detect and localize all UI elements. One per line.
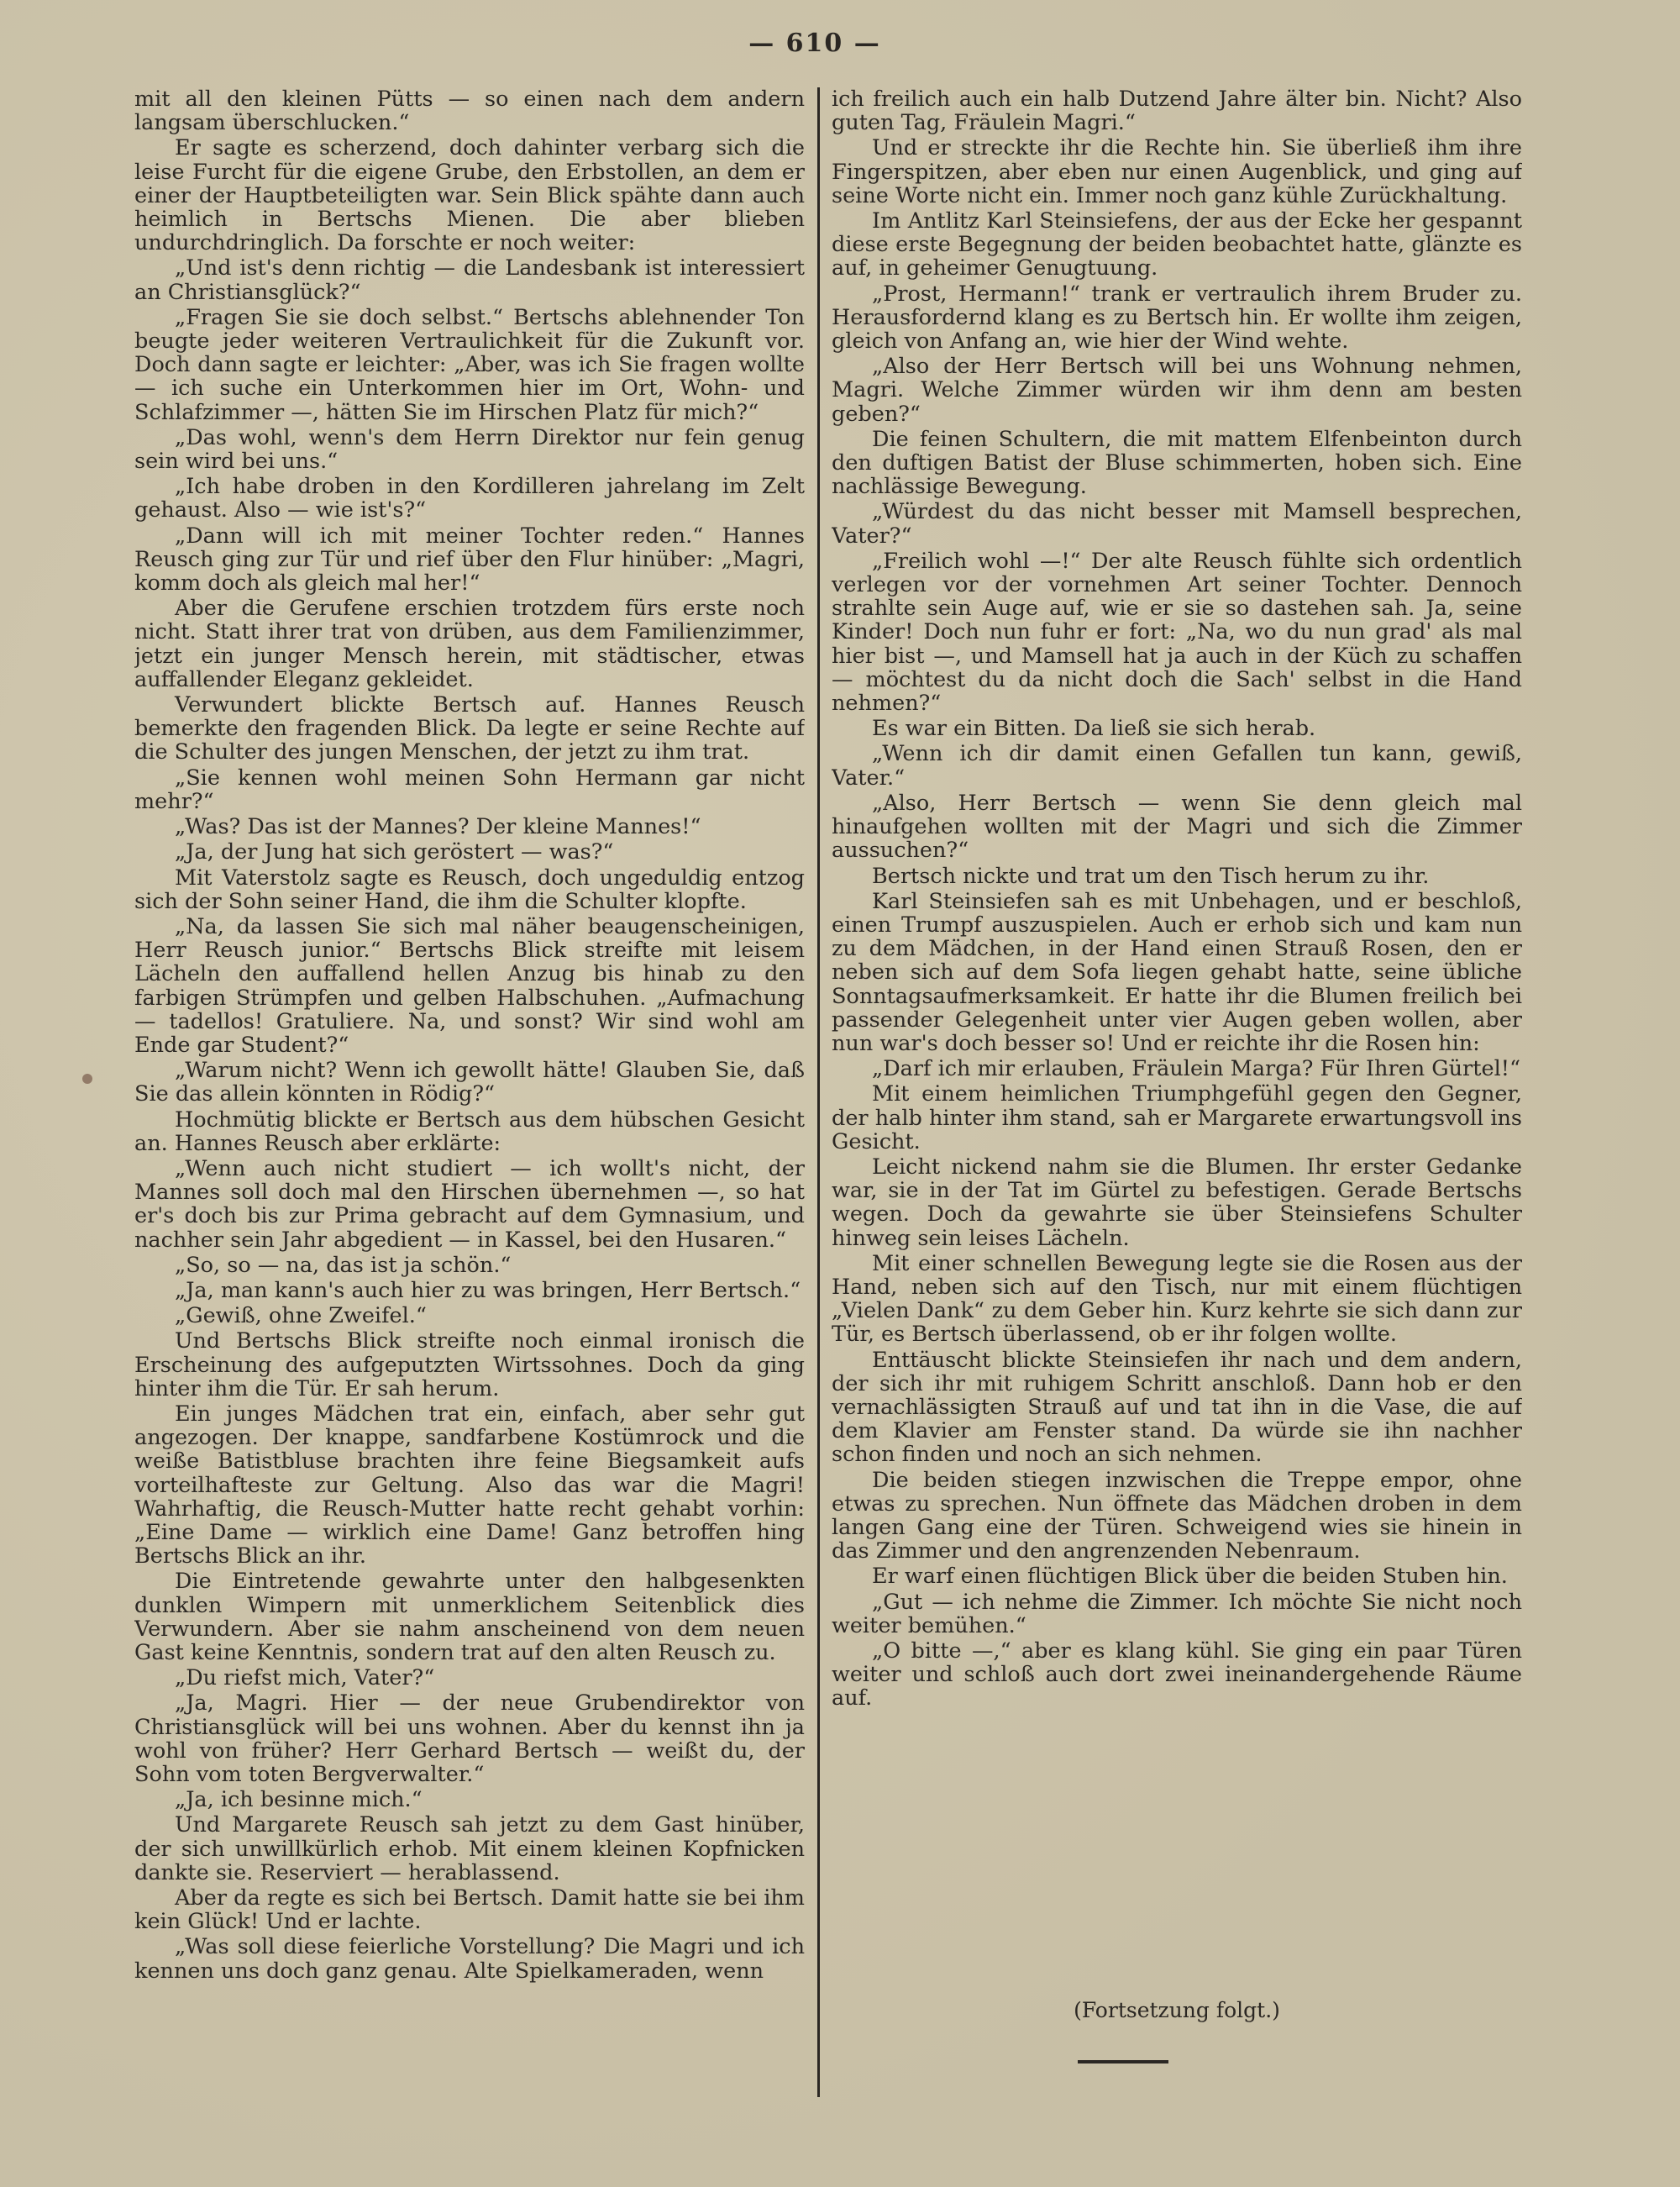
paragraph: Karl Steinsiefen sah es mit Unbehagen, und er beschloß, einen Trumpf auszuspielen. Auch er erhob sich und kam nun zu dem Mädchen, in der Hand einen Strauß Rosen, den er neben sich auf dem Sofa liegen gehabt hatte, seine übliche Sonntagsaufmerksamkeit. Er hatte ihr die Blumen freilich bei passender Gelegenheit unter vier Augen geben wollen, aber nun war's doch besser so! Und er reichte ihr die Rosen hin: <box>832 888 1522 1056</box>
paragraph: Und er streckte ihr die Rechte hin. Sie überließ ihm ihre Fingerspitzen, aber eben nur einen Augenblick, und ging auf seine Worte nicht ein. Immer noch ganz kühle Zurückhaltung. <box>832 135 1522 208</box>
paragraph: mit all den kleinen Pütts — so einen nach dem andern langsam überschlucken.“ <box>134 87 805 136</box>
paragraph: „Sie kennen wohl meinen Sohn Hermann gar nicht mehr?“ <box>134 765 805 814</box>
paragraph: „Prost, Hermann!“ trank er vertraulich ihrem Bruder zu. Herausfordernd klang es zu Bertsch hin. Er wollte ihm zeigen, gleich von Anfang an, wie hier der Wind wehte. <box>832 281 1522 355</box>
paragraph: Er warf einen flüchtigen Blick über die beiden Stuben hin. <box>872 1564 1508 1590</box>
left-text-column <box>134 87 805 2100</box>
paragraph: „Freilich wohl —!“ Der alte Reusch fühlte sich ordentlich verlegen vor der vornehmen Art seiner Tochter. Dennoch strahlte sein Auge auf, wie er sie so dastehen sah. Ja, seine Kinder! Doch nun fuhr er fort: „Na, wo du nun grad' als mal hier bist —, und Mamsell hat ja auch in der Küch zu schaffen — möchtest du da nicht doch die Sach' selbst in die Hand nehmen?“ <box>832 548 1522 717</box>
paragraph: „Also der Herr Bertsch will bei uns Wohnung nehmen, Magri. Welche Zimmer würden wir ihm denn am besten geben?“ <box>832 354 1522 427</box>
paragraph: Es war ein Bitten. Da ließ sie sich herab. <box>872 716 1316 742</box>
paragraph: „Warum nicht? Wenn ich gewollt hätte! Glauben Sie, daß Sie das allein könnten in Rödig?“ <box>134 1058 805 1107</box>
paragraph: „Na, da lassen Sie sich mal näher beaugenscheinigen, Herr Reusch junior.“ Bertschs Blick streifte mit leisem Lächeln den auffallend hellen Anzug bis hinab zu den farbigen Strümpfen und gelben Halbschuhen. „Aufmachung — tadellos! Gratuliere. Na, und sonst? Wir sind wohl am Ende gar Student?“ <box>134 913 805 1058</box>
paragraph: „So, so — na, das ist ja schön.“ <box>175 1252 512 1278</box>
paragraph: Die feinen Schultern, die mit mattem Elfenbeinton durch den duftigen Batist der Bluse schimmerten, hoben sich. Eine nachlässige Bewegung. <box>832 426 1522 500</box>
paragraph: ich freilich auch ein halb Dutzend Jahre älter bin. Nicht? Also guten Tag, Fräulein Magri.“ <box>832 87 1522 136</box>
end-rule <box>1078 2060 1168 2063</box>
paragraph: Er sagte es scherzend, doch dahinter verbarg sich die leise Furcht für die eigene Grube, den Erbstollen, an dem er einer der Hauptbeteiligten war. Sein Blick spähte dann auch heimlich in Bertschs Mienen. Die aber blieben undurchdringlich. Da forschte er noch weiter: <box>134 135 805 256</box>
paragraph: „Gut — ich nehme die Zimmer. Ich möchte Sie nicht noch weiter bemühen.“ <box>832 1589 1522 1638</box>
paragraph: „Ja, man kann's auch hier zu was bringen, Herr Bertsch.“ <box>175 1277 801 1303</box>
paragraph: Enttäuscht blickte Steinsiefen ihr nach und dem andern, der sich ihr mit ruhigem Schritt anschloß. Dann hob er den vernachlässigten Strauß auf und tat ihn in die Vase, die auf dem Klavier am Fenster stand. Da würde sie ihn nachher schon finden und noch an sich nehmen. <box>832 1347 1522 1468</box>
paragraph: Und Margarete Reusch sah jetzt zu dem Gast hinüber, der sich unwillkürlich erhob. Mit einem kleinen Kopfnicken dankte sie. Reserviert — herablassend. <box>134 1812 805 1885</box>
right-text-column <box>832 87 1522 2020</box>
paragraph: „O bitte —,“ aber es klang kühl. Sie ging ein paar Türen weiter und schloß auch dort zwei ineinandergehende Räume auf. <box>832 1638 1522 1711</box>
paper-stain <box>82 1074 92 1084</box>
paragraph: „Ja, ich besinne mich.“ <box>175 1787 423 1813</box>
paragraph: „Du riefst mich, Vater?“ <box>175 1665 435 1691</box>
paragraph: „Ich habe droben in den Kordilleren jahrelang im Zelt gehaust. Also — wie ist's?“ <box>134 474 805 523</box>
paragraph: „Fragen Sie sie doch selbst.“ Bertschs ablehnender Ton beugte jeder weiteren Vertraulichkeit für die Zukunft vor. Doch dann sagte er leichter: „Aber, was ich Sie fragen wollte — ich suche ein Unterkommen hier im Ort, Wohn- und Schlafzimmer —, hätten Sie im Hirschen Platz für mich?“ <box>134 304 805 425</box>
paragraph: Die beiden stiegen inzwischen die Treppe empor, ohne etwas zu sprechen. Nun öffnete das Mädchen droben in dem langen Gang eine der Türen. Schweigend wies sie hinein in das Zimmer und den angrenzenden Nebenraum. <box>832 1467 1522 1564</box>
paragraph: Im Antlitz Karl Steinsiefens, der aus der Ecke her gespannt diese erste Begegnung der beiden beobachtet hatte, glänzte es auf, in geheimer Genugtuung. <box>832 208 1522 281</box>
paragraph: „Das wohl, wenn's dem Herrn Direktor nur fein genug sein wird bei uns.“ <box>134 424 805 475</box>
paragraph: „Dann will ich mit meiner Tochter reden.“ Hannes Reusch ging zur Tür und rief über den Flur hinüber: „Magri, komm doch als gleich mal her!“ <box>134 523 805 597</box>
paragraph: „Ja, Magri. Hier — der neue Grubendirektor von Christiansglück will bei uns wohnen. Aber du kennst ihn ja wohl von früher? Herr Gerhard Bertsch — weißt du, der Sohn vom toten Bergverwalter.“ <box>134 1690 805 1788</box>
paragraph: Ein junges Mädchen trat ein, einfach, aber sehr gut angezogen. Der knappe, sandfarbene Kostümrock und die weiße Batistbluse brachten ihre feine Biegsamkeit aufs vorteilhafteste zur Geltung. Also das war die Magri! Wahrhaftig, die Reusch-Mutter hatte recht gehabt vorhin: „Eine Dame — wirklich eine Dame! Ganz betroffen hing Bertschs Blick an ihr. <box>134 1401 805 1569</box>
paragraph: „Darf ich mir erlauben, Fräulein Marga? Für Ihren Gürtel!“ <box>872 1056 1521 1082</box>
paragraph: Hochmütig blickte er Bertsch aus dem hübschen Gesicht an. Hannes Reusch aber erklärte: <box>134 1107 805 1156</box>
paragraph: „Wenn ich dir damit einen Gefallen tun kann, gewiß, Vater.“ <box>832 741 1522 791</box>
paragraph: Aber die Gerufene erschien trotzdem fürs erste noch nicht. Statt ihrer trat von drüben, aus dem Familienzimmer, jetzt ein junger Mensch herein, mit städtischer, etwas auffallender Eleganz gekleidet. <box>134 596 805 692</box>
paragraph: Mit einem heimlichen Triumphgefühl gegen den Gegner, der halb hinter ihm stand, sah er Margarete erwartungsvoll ins Gesicht. <box>832 1081 1522 1154</box>
paragraph: „Was? Das ist der Mannes? Der kleine Mannes!“ <box>175 814 701 840</box>
paragraph: Leicht nickend nahm sie die Blumen. Ihr erster Gedanke war, sie in der Tat im Gürtel zu befestigen. Gerade Bertschs wegen. Doch da gewahrte sie über Steinsiefens Schulter hinweg sein leises Lächeln. <box>832 1154 1522 1251</box>
paragraph: Bertsch nickte und trat um den Tisch herum zu ihr. <box>872 863 1430 889</box>
paragraph: „Wenn auch nicht studiert — ich wollt's nicht, der Mannes soll doch mal den Hirschen übernehmen —, so hat er's doch bis zur Prima gebracht auf dem Gymnasium, und nachher sein Jahr abgedient — in Kassel, bei den Husaren.“ <box>134 1155 805 1253</box>
paragraph: „Gewiß, ohne Zweifel.“ <box>175 1303 427 1329</box>
page-number: — 610 — <box>748 29 881 58</box>
paragraph: „Also, Herr Bertsch — wenn Sie denn gleich mal hinaufgehen wollten mit der Magri und sich die Zimmer aussuchen?“ <box>832 790 1522 864</box>
paragraph: Und Bertschs Blick streifte noch einmal ironisch die Erscheinung des aufgeputzten Wirtssohnes. Doch da ging hinter ihm die Tür. Er sah herum. <box>134 1328 805 1401</box>
paragraph: Mit einer schnellen Bewegung legte sie die Rosen aus der Hand, neben sich auf den Tisch, nur mit einem flüchtigen „Vielen Dank“ zu dem Geber hin. Kurz kehrte sie sich dann zur Tür, es Bertsch überlassend, ob er ihr folgen wollte. <box>832 1250 1522 1348</box>
continuation-note: (Fortsetzung folgt.) <box>1074 1998 1280 2022</box>
paragraph: Die Eintretende gewahrte unter den halbgesenkten dunklen Wimpern mit unmerklichem Seitenblick dies Verwundern. Aber sie nahm anscheinend von dem neuen Gast keine Kenntnis, sondern trat auf den alten Reusch zu. <box>134 1569 805 1665</box>
paragraph: Verwundert blickte Bertsch auf. Hannes Reusch bemerkte den fragenden Blick. Da legte er seine Rechte auf die Schulter des jungen Menschen, der jetzt zu ihm trat. <box>134 692 805 765</box>
paragraph: „Ja, der Jung hat sich geröstert — was?“ <box>175 839 614 865</box>
paragraph: Mit Vaterstolz sagte es Reusch, doch ungeduldig entzog sich der Sohn seiner Hand, die ihm die Schulter klopfte. <box>134 865 805 914</box>
column-divider <box>817 87 820 2097</box>
paragraph: „Was soll diese feierliche Vorstellung? Die Magri und ich kennen uns doch ganz genau. Alte Spielkameraden, wenn <box>134 1934 805 1984</box>
paragraph: „Würdest du das nicht besser mit Mamsell besprechen, Vater?“ <box>832 499 1522 549</box>
paragraph: Aber da regte es sich bei Bertsch. Damit hatte sie bei ihm kein Glück! Und er lachte. <box>134 1885 805 1935</box>
paragraph: „Und ist's denn richtig — die Landesbank ist interessiert an Christiansglück?“ <box>134 255 805 305</box>
